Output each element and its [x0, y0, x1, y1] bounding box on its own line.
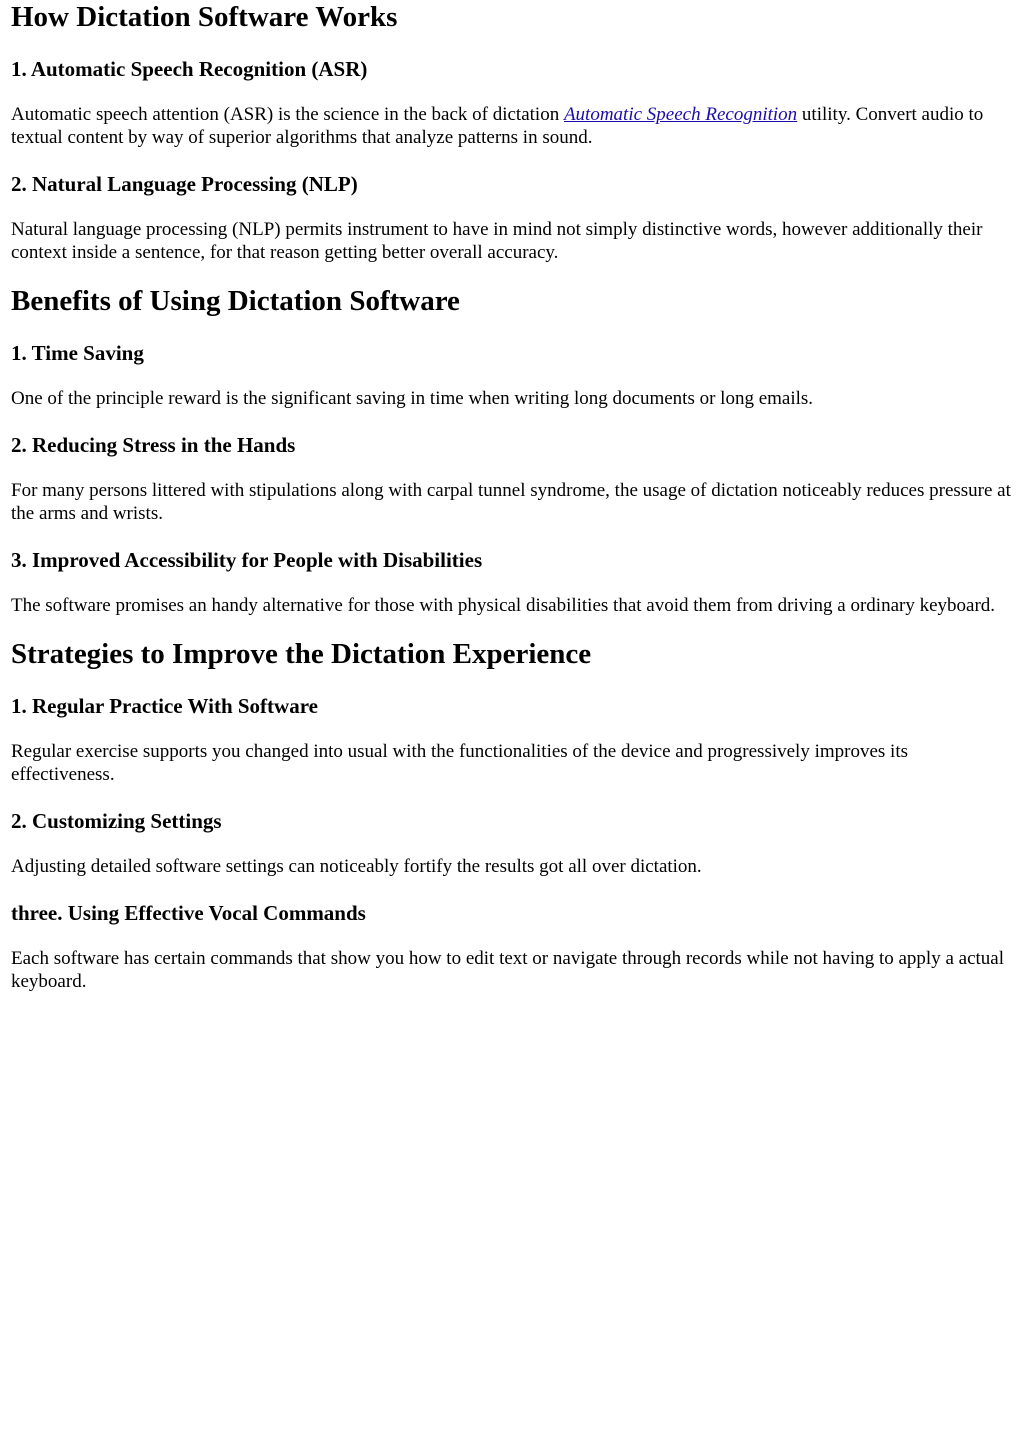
- section-title-how-it-works: How Dictation Software Works: [11, 1, 398, 33]
- subheading-regular-practice: 1. Regular Practice With Software: [11, 694, 318, 718]
- section-title-strategies: Strategies to Improve the Dictation Experience: [11, 638, 592, 670]
- subheading-asr: 1. Automatic Speech Recognition (ASR): [11, 57, 368, 81]
- subheading-time-saving: 1. Time Saving: [11, 341, 144, 365]
- paragraph-time-saving: One of the principle reward is the significant saving in time when writing long documents or long emails.: [11, 388, 814, 409]
- paragraph-reducing-stress: For many persons littered with stipulations along with carpal tunnel syndrome, the usage of dictation noticeably reduces pressure at the arms and wrists.: [11, 480, 1011, 524]
- subheading-accessibility: 3. Improved Accessibility for People with Disabilities: [11, 548, 483, 572]
- asr-link[interactable]: Automatic Speech Recognition: [563, 104, 798, 125]
- paragraph-accessibility: The software promises an handy alternative for those with physical disabilities that avoid them from driving a ordinary keyboard.: [11, 595, 996, 616]
- paragraph-regular-practice: Regular exercise supports you changed into usual with the functionalities of the device and progressively improves its effectiveness.: [11, 741, 908, 785]
- paragraph-asr-text-before: Automatic speech attention (ASR) is the science in the back of dictation: [11, 104, 564, 125]
- subheading-customizing-settings: 2. Customizing Settings: [11, 809, 222, 833]
- paragraph-customizing-settings: Adjusting detailed software settings can noticeably fortify the results got all over dictation.: [11, 856, 702, 877]
- section-title-benefits: Benefits of Using Dictation Software: [11, 285, 460, 317]
- subheading-nlp: 2. Natural Language Processing (NLP): [11, 172, 358, 196]
- paragraph-vocal-commands: Each software has certain commands that show you how to edit text or navigate through records while not having to apply a actual keyboard.: [11, 948, 1004, 992]
- paragraph-asr: [11, 103, 1013, 149]
- paragraph-asr-text-after: utility. Convert audio to textual content by way of superior algorithms that analyze patterns in sound.: [11, 104, 984, 148]
- subheading-vocal-commands: three. Using Effective Vocal Commands: [11, 901, 366, 925]
- subheading-reducing-stress: 2. Reducing Stress in the Hands: [11, 433, 296, 457]
- paragraph-nlp: Natural language processing (NLP) permits instrument to have in mind not simply distinctive words, however additionally their context inside a sentence, for that reason getting better overall accuracy.: [11, 219, 983, 263]
